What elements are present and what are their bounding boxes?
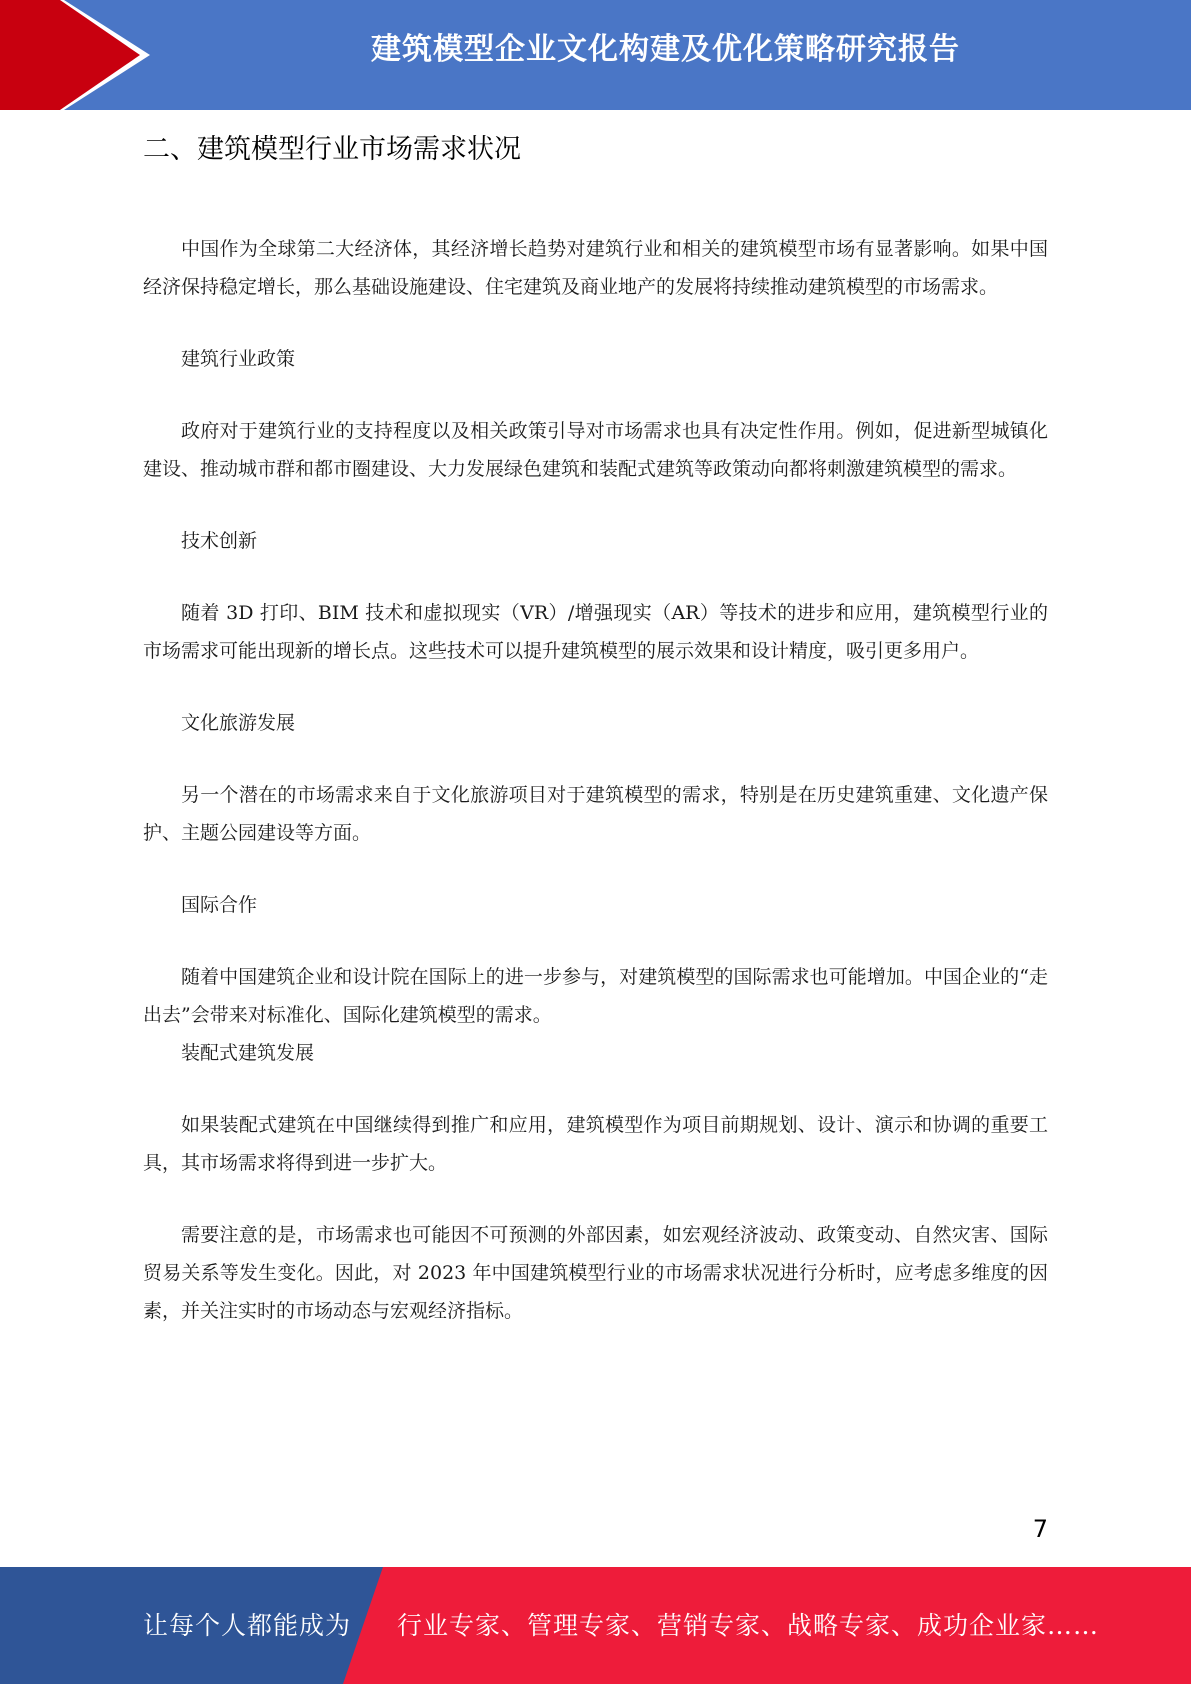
report-title: 建筑模型企业文化构建及优化策略研究报告 <box>371 32 960 67</box>
paragraph-tourism: 另一个潜在的市场需求来自于文化旅游项目对于建筑模型的需求，特别是在历史建筑重建、文化遗产保护、主题公园建设等方面。 <box>143 784 1048 844</box>
subheading-technology: 技术创新 <box>181 530 258 552</box>
subheading-tourism: 文化旅游发展 <box>181 712 296 734</box>
paragraph-policy: 政府对于建筑行业的支持程度以及相关政策引导对市场需求也具有决定性作用。例如，促进新型城镇化建设、推动城市群和都市圈建设、大力发展绿色建筑和装配式建筑等政策动向都将刺激建筑模型的需求。 <box>143 420 1048 480</box>
page-content <box>143 130 1048 1364</box>
paragraph-economy: 中国作为全球第二大经济体，其经济增长趋势对建筑行业和相关的建筑模型市场有显著影响。如果中国经济保持稳定增长，那么基础设施建设、住宅建筑及商业地产的发展将持续推动建筑模型的市场需求。 <box>143 238 1048 298</box>
footer-banner <box>0 1567 1191 1684</box>
header-arrow-accent <box>0 0 160 110</box>
section-heading: 二、建筑模型行业市场需求状况 <box>143 134 521 165</box>
subheading-prefab: 装配式建筑发展 <box>181 1042 315 1064</box>
paragraph-international: 随着中国建筑企业和设计院在国际上的进一步参与，对建筑模型的国际需求也可能增加。中国企业的“走出去”会带来对标准化、国际化建筑模型的需求。 <box>143 966 1048 1026</box>
paragraph-conclusion: 需要注意的是，市场需求也可能因不可预测的外部因素，如宏观经济波动、政策变动、自然灾害、国际贸易关系等发生变化。因此，对 2023 年中国建筑模型行业的市场需求状况进行分析时，应考虑多维度的因素，并关注实时的市场动态与宏观经济指标。 <box>143 1224 1048 1322</box>
footer-slogan-left: 让每个人都能成为 <box>143 1611 352 1640</box>
footer-slogan-right: 行业专家、管理专家、营销专家、战略专家、成功企业家…… <box>397 1611 1100 1640</box>
paragraph-technology: 随着 3D 打印、BIM 技术和虚拟现实（VR）/增强现实（AR）等技术的进步和应用，建筑模型行业的市场需求可能出现新的增长点。这些技术可以提升建筑模型的展示效果和设计精度，吸引更多用户。 <box>143 602 1048 662</box>
header-banner <box>0 0 1191 110</box>
subheading-international: 国际合作 <box>181 894 258 916</box>
subheading-policy: 建筑行业政策 <box>181 348 296 370</box>
page-number: 7 <box>1032 1515 1048 1543</box>
paragraph-prefab: 如果装配式建筑在中国继续得到推广和应用，建筑模型作为项目前期规划、设计、演示和协调的重要工具，其市场需求将得到进一步扩大。 <box>143 1114 1048 1174</box>
